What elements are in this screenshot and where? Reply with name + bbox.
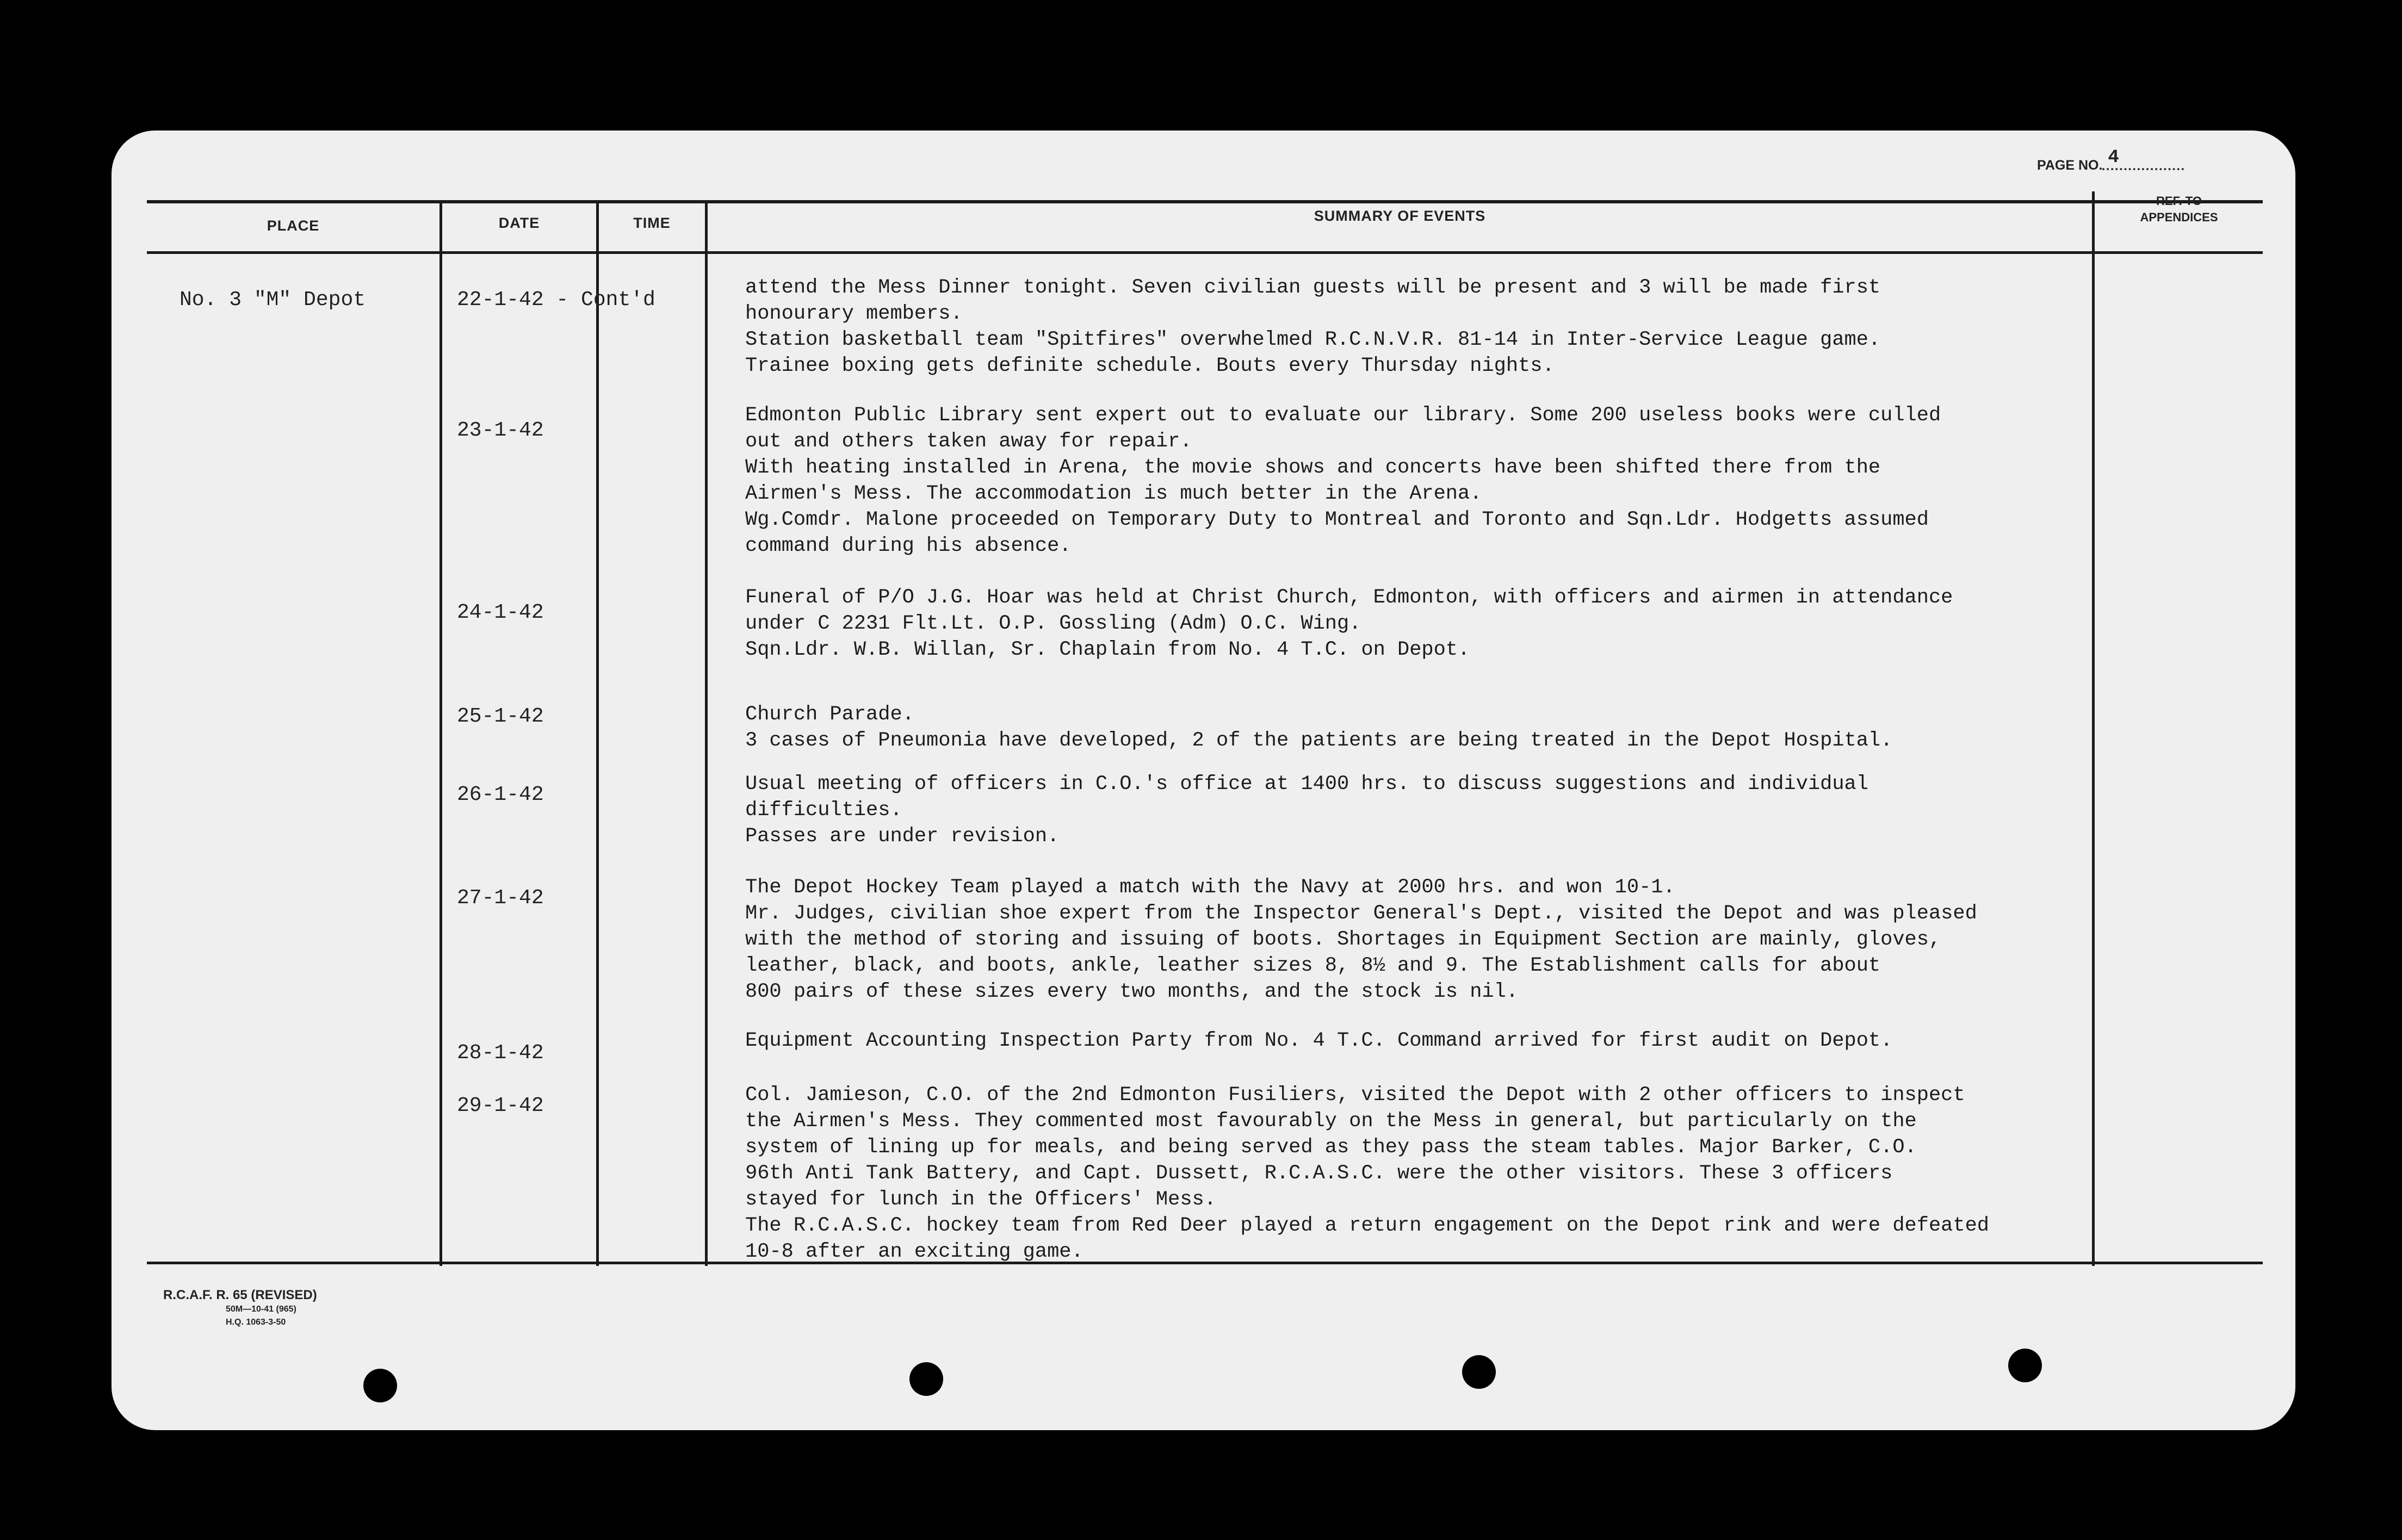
date-header: DATE	[498, 215, 540, 231]
place-date-divider	[439, 200, 442, 1266]
event-line: out and others taken away for repair.	[745, 430, 1192, 453]
event-entry	[745, 1028, 2083, 1054]
date-cell: 29-1-42	[457, 1094, 544, 1117]
event-line: Equipment Accounting Inspection Party from No. 4 T.C. Command arrived for first audit on Depot.	[745, 1029, 1893, 1052]
page-number-value: 4	[2102, 147, 2184, 170]
event-line: 3 cases of Pneumonia have developed, 2 of the patients are being treated in the Depot Hospital.	[745, 729, 1893, 752]
event-line: Passes are under revision.	[745, 825, 1060, 848]
event-line: stayed for lunch in the Officers' Mess.	[745, 1188, 1216, 1211]
event-line: attend the Mess Dinner tonight. Seven civilian guests will be present and 3 will be made first	[745, 276, 1881, 299]
binder-hole	[2008, 1349, 2042, 1382]
ref-appendices-header	[2095, 193, 2263, 226]
date-cell: 22-1-42 - Cont'd	[457, 288, 655, 312]
event-line: Mr. Judges, civilian shoe expert from the Inspector General's Dept., visited the Depot and was pleased	[745, 902, 1977, 925]
event-line: The R.C.A.S.C. hockey team from Red Deer played a return engagement on the Depot rink and were defeated	[745, 1214, 1989, 1237]
event-line: 800 pairs of these sizes every two months, and the stock is nil.	[745, 980, 1519, 1003]
event-line: Edmonton Public Library sent expert out to evaluate our library. Some 200 useless books were culled	[745, 404, 1941, 427]
event-line: Station basketball team "Spitfires" overwhelmed R.C.N.V.R. 81-14 in Inter-Service League game.	[745, 328, 1881, 351]
event-line: Airmen's Mess. The accommodation is much better in the Arena.	[745, 482, 1482, 505]
summary-ref-divider	[2092, 191, 2095, 1266]
ref-header-line2: APPENDICES	[2140, 210, 2218, 224]
place-cell: No. 3 "M" Depot	[179, 288, 366, 312]
header-bottom-rule	[147, 251, 2263, 254]
event-line: Col. Jamieson, C.O. of the 2nd Edmonton Fusiliers, visited the Depot with 2 other officers to inspect	[745, 1084, 1965, 1107]
binder-hole	[363, 1369, 397, 1402]
event-line: Wg.Comdr. Malone proceeded on Temporary Duty to Montreal and Toronto and Sqn.Ldr. Hodgetts assumed	[745, 508, 1929, 531]
event-entry	[745, 275, 2083, 379]
binder-hole	[909, 1362, 943, 1396]
event-line: Church Parade.	[745, 703, 914, 726]
event-line: The Depot Hockey Team played a match with the Navy at 2000 hrs. and won 10-1.	[745, 876, 1675, 899]
form-identifier	[163, 1288, 317, 1329]
date-cell: 26-1-42	[457, 783, 544, 806]
event-line: 10-8 after an exciting game.	[745, 1240, 1084, 1263]
event-line: Funeral of P/O J.G. Hoar was held at Christ Church, Edmonton, with officers and airmen in attendance	[745, 586, 1953, 609]
event-line: command during his absence.	[745, 535, 1072, 557]
date-cell: 27-1-42	[457, 886, 544, 910]
event-line: system of lining up for meals, and being served as they pass the steam tables. Major Barker, C.O.	[745, 1136, 1917, 1159]
header-top-rule	[147, 200, 2263, 203]
summary-header: SUMMARY OF EVENTS	[1314, 208, 1486, 224]
place-header: PLACE	[267, 218, 320, 234]
event-line: difficulties.	[745, 799, 902, 822]
form-id-line3: H.Q. 1063-3-50	[226, 1318, 286, 1327]
page-number-label: PAGE NO.	[2037, 158, 2103, 173]
event-line: honourary members.	[745, 302, 963, 325]
date-cell: 25-1-42	[457, 705, 544, 728]
date-cell: 23-1-42	[457, 419, 544, 442]
form-id-line1: R.C.A.F. R. 65 (REVISED)	[163, 1288, 317, 1302]
date-cell: 24-1-42	[457, 601, 544, 624]
event-line: Trainee boxing gets definite schedule. Bouts every Thursday nights.	[745, 355, 1555, 377]
event-entry	[745, 701, 2083, 754]
event-line: With heating installed in Arena, the movie shows and concerts have been shifted there from the	[745, 456, 1881, 479]
event-line: with the method of storing and issuing of boots. Shortages in Equipment Section are mainly, gloves,	[745, 928, 1941, 951]
time-header: TIME	[633, 215, 671, 231]
event-entry	[745, 1082, 2083, 1265]
event-line: under C 2231 Flt.Lt. O.P. Gossling (Adm) O.C. Wing.	[745, 612, 1361, 635]
page-number	[2037, 147, 2184, 178]
event-line: leather, black, and boots, ankle, leather sizes 8, 8½ and 9. The Establishment calls for about	[745, 954, 1881, 977]
binder-hole	[1462, 1355, 1496, 1389]
event-entry	[745, 402, 2083, 559]
time-summary-divider	[705, 200, 708, 1266]
date-time-divider	[596, 200, 599, 1266]
date-cell: 28-1-42	[457, 1041, 544, 1065]
event-line: Sqn.Ldr. W.B. Willan, Sr. Chaplain from No. 4 T.C. on Depot.	[745, 638, 1470, 661]
event-entry	[745, 585, 2083, 663]
event-line: 96th Anti Tank Battery, and Capt. Dussett, R.C.A.S.C. were the other visitors. These 3 officers	[745, 1162, 1893, 1185]
event-line: the Airmen's Mess. They commented most favourably on the Mess in general, but particularly on the	[745, 1110, 1917, 1133]
event-entry	[745, 874, 2083, 1005]
ref-header-line1: REF. TO	[2156, 194, 2202, 208]
event-line: Usual meeting of officers in C.O.'s office at 1400 hrs. to discuss suggestions and individual	[745, 773, 1868, 796]
event-entry	[745, 771, 2083, 849]
form-id-line2: 50M—10-41 (965)	[226, 1305, 296, 1314]
